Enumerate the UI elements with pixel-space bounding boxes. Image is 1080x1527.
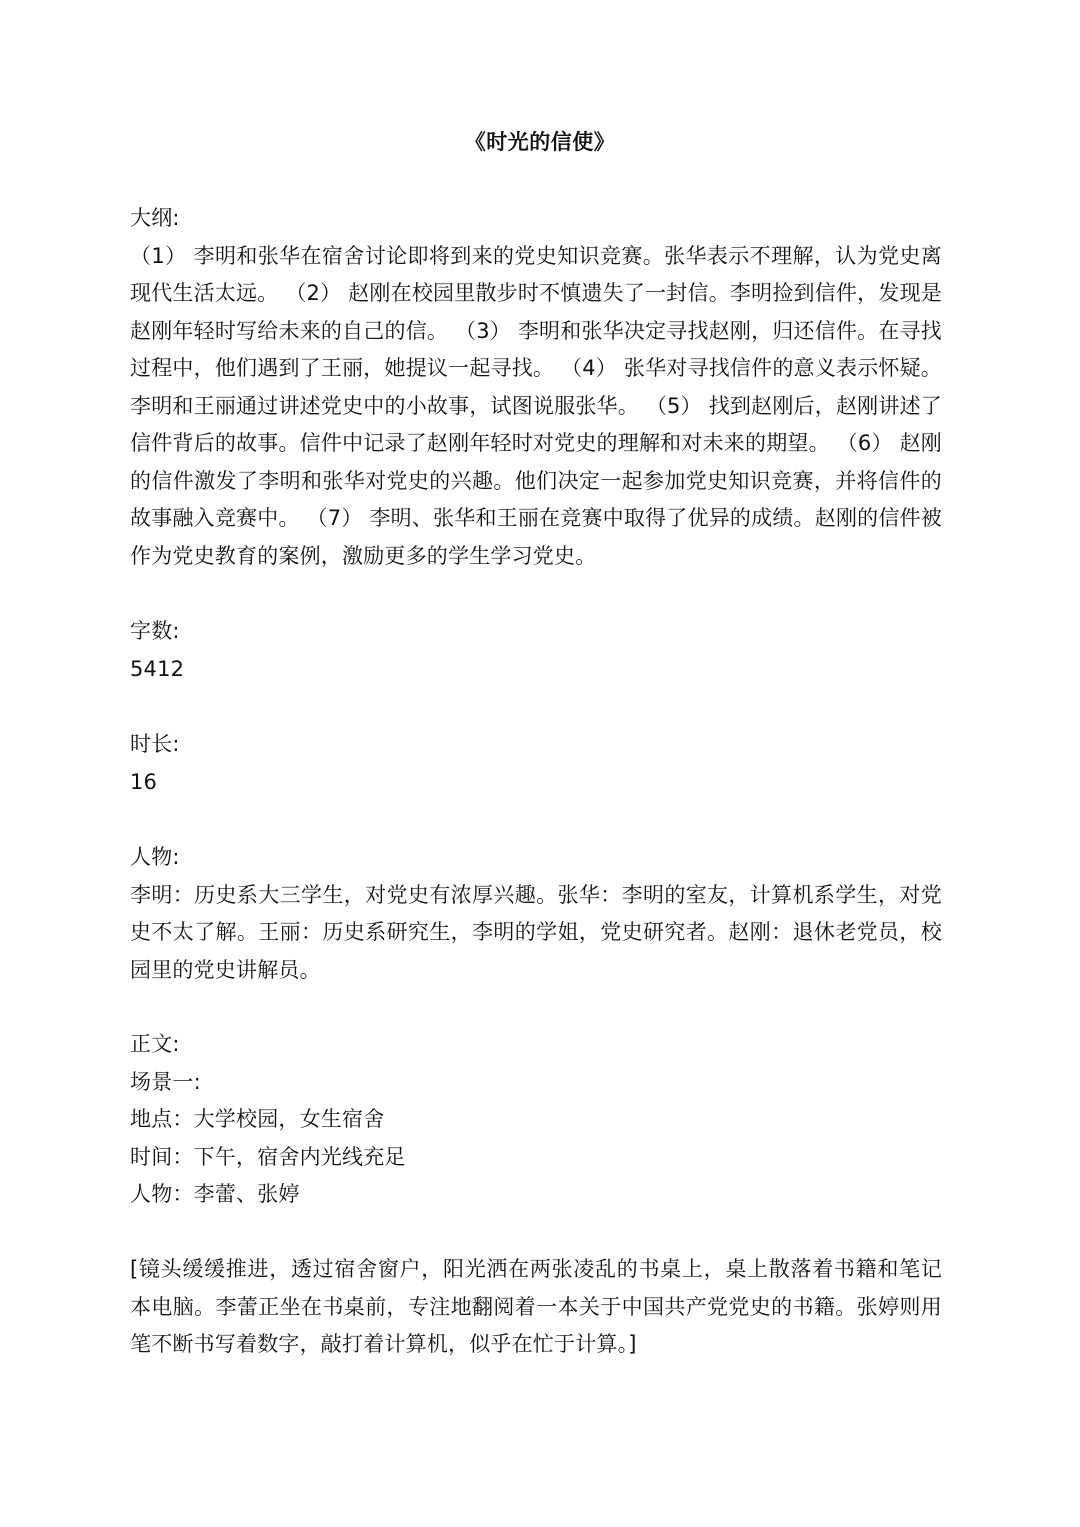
characters-section <box>130 839 942 989</box>
outline-label: 大纲: <box>130 206 180 230</box>
outline-text: （1） 李明和张华在宿舍讨论即将到来的党史知识竞赛。张华表示不理解，认为党史离现代生活太远。 （2） 赵刚在校园里散步时不慎遗失了一封信。李明捡到信件，发现是赵刚年轻时写给未来的自己的信。 （3） 李明和张华决定寻找赵刚，归还信件。在寻找过程中，他们遇到了王丽，她提议一起寻找。 （4） 张华对寻找信件的意义表示怀疑。李明和王丽通过讲述党史中的小故事，试图说服张华。 （5） 找到赵刚后，赵刚讲述了信件背后的故事。信件中记录了赵刚年轻时对党史的理解和对未来的期望。 （6） 赵刚的信件激发了李明和张华对党史的兴趣。他们决定一起参加党史知识竞赛，并将信件的故事融入竞赛中。 （7） 李明、张华和王丽在竞赛中取得了优异的成绩。赵刚的信件被作为党史教育的案例，激励更多的学生学习党史。 <box>130 243 942 568</box>
word-count-value: 5412 <box>130 656 185 681</box>
duration-section <box>130 726 942 801</box>
scene-time: 时间：下午，宿舍内光线充足 <box>130 1144 406 1169</box>
characters-label: 人物: <box>130 845 180 869</box>
body-label: 正文: <box>130 1032 180 1056</box>
stage-direction <box>130 1251 942 1364</box>
duration-label: 时长: <box>130 732 180 756</box>
word-count-section <box>130 613 942 688</box>
body-section <box>130 1026 942 1214</box>
scene-location: 地点：大学校园，女生宿舍 <box>130 1107 385 1131</box>
characters-text: 李明：历史系大三学生，对党史有浓厚兴趣。张华：李明的室友，计算机系学生，对党史不太了解。王丽：历史系研究生，李明的学姐，党史研究者。赵刚：退休老党员，校园里的党史讲解员。 <box>130 882 942 982</box>
outline-section <box>130 200 942 575</box>
scene-heading: 场景一: <box>130 1069 201 1094</box>
duration-value: 16 <box>130 769 158 794</box>
scene-people: 人物：李蕾、张婷 <box>130 1182 300 1206</box>
stage-direction-text: [镜头缓缓推进，透过宿舍窗户，阳光洒在两张凌乱的书桌上，桌上散落着书籍和笔记本电脑。李蕾正坐在书桌前，专注地翻阅着一本关于中国共产党党史的书籍。张婷则用笔不断书写着数字，敲打着计算机，似乎在忙于计算。] <box>130 1257 942 1356</box>
word-count-label: 字数: <box>130 619 180 643</box>
document-title: 《时光的信使》 <box>464 130 616 154</box>
